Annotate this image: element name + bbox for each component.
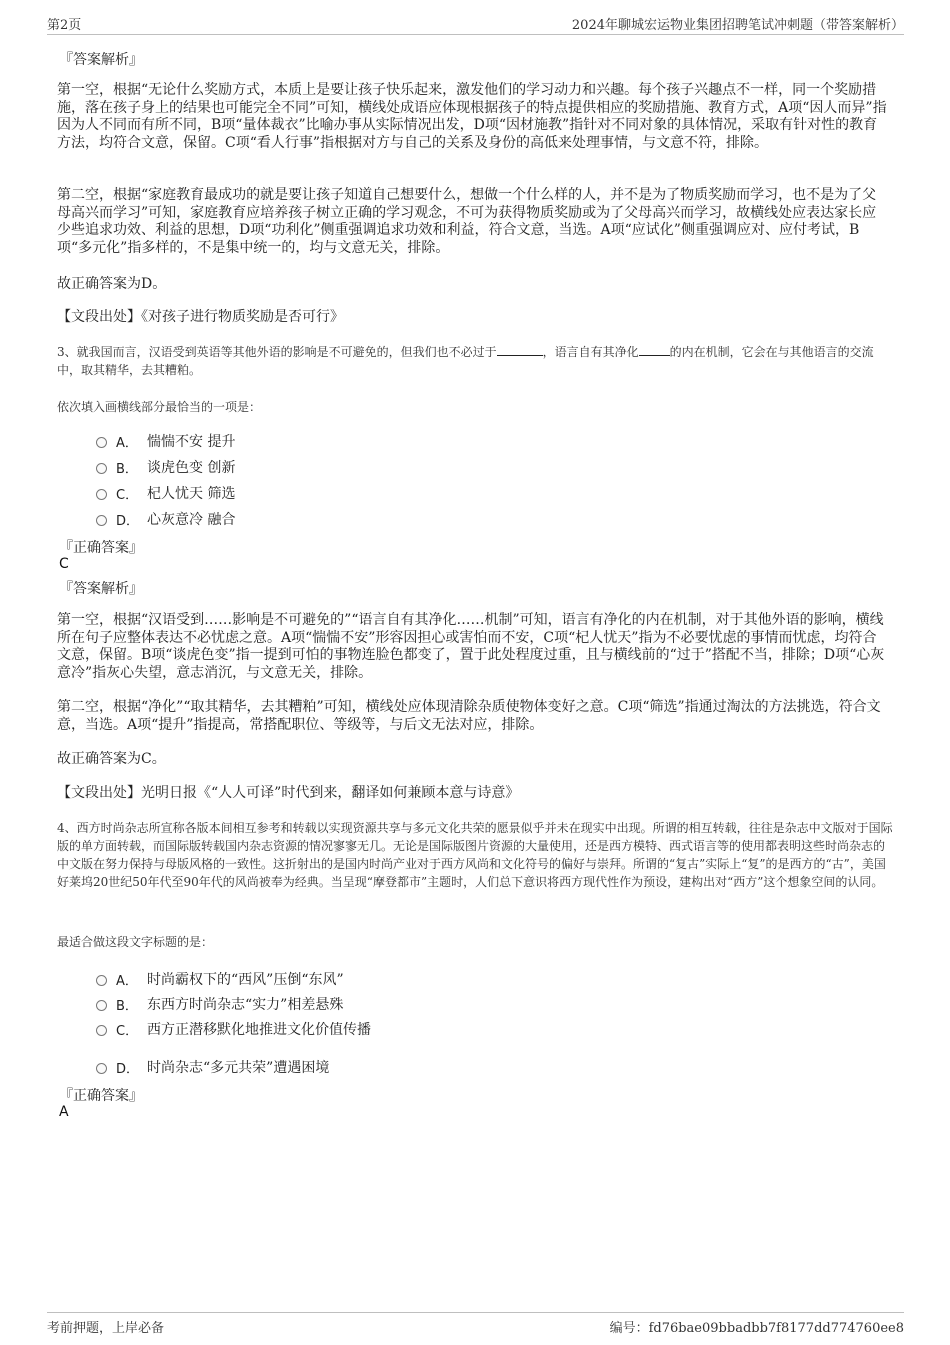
q2-conclusion: 故正确答案为D。 xyxy=(57,276,167,292)
radio-icon[interactable] xyxy=(96,515,107,526)
radio-icon[interactable] xyxy=(96,1063,107,1074)
radio-icon[interactable] xyxy=(96,975,107,986)
q3-answer: C xyxy=(59,556,69,572)
q4-question-text: 4、西方时尚杂志所宣称各版本间相互参考和转载以实现资源共享与多元文化共荣的愿景似乎并未在现实中出现。所谓的相互转载，往往是杂志中文版对于国际版的单方面转载，而国际版转载国内杂志资源的情况寥寥无几。无论是国际版图片资源的大量使用，还是西方模特、西式语言等的使用都表明这些时尚杂志的中文版在努力保持与母版风格的一致性。这折射出的是国内时尚产业对于西方风尚和文化符号的偏好与崇拜。所谓的“复古”实际上“复”的是西方的“古”，美国好莱坞20世纪50年代至90年代的风尚被奉为经典。当呈现“摩登都市”主题时，人们总下意识将西方现代性作为预设，建构出对“西方”这个想象空间的认同。 xyxy=(57,821,893,889)
q3-blank-1 xyxy=(497,343,543,356)
q4-option-d[interactable]: D． 时尚杂志“多元共荣”遭遇困境 xyxy=(96,1057,329,1077)
page-header xyxy=(47,14,904,35)
page-footer xyxy=(47,1312,904,1337)
q3-instruction: 依次填入画横线部分最恰当的一项是： xyxy=(57,400,262,414)
q3-blank-2 xyxy=(639,343,670,356)
q4-option-a[interactable]: A． 时尚霸权下的“西风”压倒“东风” xyxy=(96,969,344,989)
radio-icon[interactable] xyxy=(96,1000,107,1011)
q3-answer-label: 『正确答案』 xyxy=(59,540,143,556)
q2-analysis-para2: 第二空，根据“家庭教育最成功的就是要让孩子知道自己想要什么，想做一个什么样的人，并不是为了物质奖励而学习，也不是为了父母高兴而学习”可知，家庭教育应培养孩子树立正确的学习观念，不可为获得物质奖励或为了父母高兴而学习，故横线处应表达家长应少些追求功效、利益的思想，D项“功利化”侧重强调追求功效和利益，符合文意，当选。A项“应试化”侧重强调应对、应付考试，B项“多元化”指多样的，不是集中统一的，均与文意无关，排除。 xyxy=(57,187,877,256)
q3-conclusion: 故正确答案为C。 xyxy=(57,751,166,767)
q3-option-a[interactable]: A． 惴惴不安 提升 xyxy=(96,431,235,451)
q4-option-c[interactable]: C． 西方正潜移默化地推进文化价值传播 xyxy=(96,1019,371,1039)
document-title: 2024年聊城宏运物业集团招聘笔试冲刺题（带答案解析） xyxy=(571,18,904,33)
q2-analysis-para1: 第一空，根据“无论什么奖励方式，本质上是要让孩子快乐起来，激发他们的学习动力和兴趣。每个孩子兴趣点不一样，同一个奖励措施，落在孩子身上的结果也可能完全不同”可知，横线处成语应体现根据孩子的特点提供相应的奖励措施、教育方式，A项“因人而异”指因为人不同而有所不同，B项“量体裁衣”比喻办事从实际情况出发，D项“因材施教”指针对不同对象的具体情况，采取有针对性的教育方法，均符合文意，保留。C项“看人行事”指根据对方与自己的关系及身份的高低来处理事情，与文意不符，排除。 xyxy=(57,82,887,151)
q3-analysis-label: 『答案解析』 xyxy=(59,581,143,597)
q4-option-b[interactable]: B． 东西方时尚杂志“实力”相差悬殊 xyxy=(96,994,343,1014)
q3-option-b[interactable]: B． 谈虎色变 创新 xyxy=(96,457,235,477)
radio-icon[interactable] xyxy=(96,437,107,448)
footer-slogan: 考前押题，上岸必备 xyxy=(47,1321,165,1336)
q2-source: 【文段出处】《对孩子进行物质奖励是否可行》 xyxy=(57,309,344,325)
q3-source: 【文段出处】光明日报《“人人可译”时代到来，翻译如何兼顾本意与诗意》 xyxy=(57,785,520,801)
q3-option-c[interactable]: C． 杞人忧天 筛选 xyxy=(96,483,235,503)
q3-option-d[interactable]: D． 心灰意冷 融合 xyxy=(96,509,235,529)
page-number: 第2页 xyxy=(47,18,82,33)
q2-analysis-label: 『答案解析』 xyxy=(59,52,143,68)
q4-instruction: 最适合做这段文字标题的是： xyxy=(57,935,214,949)
radio-icon[interactable] xyxy=(96,1025,107,1036)
q4-answer-label: 『正确答案』 xyxy=(59,1088,143,1104)
q3-question-text: 3、就我国而言，汉语受到英语等其他外语的影响是不可避免的，但我们也不必过于 ，语言自有其净化 的内在机制，它会在与其他语言的交流中，取其精华，去其糟粕。 xyxy=(57,345,874,377)
document-id: 编号：fd76bae09bbadbb7f8177dd774760ee8 xyxy=(609,1321,904,1336)
q3-analysis-para1: 第一空，根据“汉语受到……影响是不可避免的”“语言自有其净化……机制”可知，语言有净化的内在机制，对于其他外语的影响，横线所在句子应整体表达不必忧虑之意。A项“惴惴不安”形容因担心或害怕而不安，C项“杞人忧天”指为不必要忧虑的事情而忧虑，均符合文意，保留。B项“谈虎色变”指一提到可怕的事物连脸色都变了，置于此处程度过重，且与横线前的“过于”搭配不当，排除；D项“心灰意冷”指灰心失望，意志消沉，与文意无关，排除。 xyxy=(57,612,885,681)
q3-analysis-para2: 第二空，根据“净化”“取其精华，去其糟粕”可知，横线处应体现清除杂质使物体变好之意。C项“筛选”指通过淘汰的方法挑选，符合文意，当选。A项“提升”指提高，常搭配职位、等级等，与后文无法对应，排除。 xyxy=(57,699,881,733)
radio-icon[interactable] xyxy=(96,463,107,474)
q4-answer: A xyxy=(59,1104,69,1120)
radio-icon[interactable] xyxy=(96,489,107,500)
